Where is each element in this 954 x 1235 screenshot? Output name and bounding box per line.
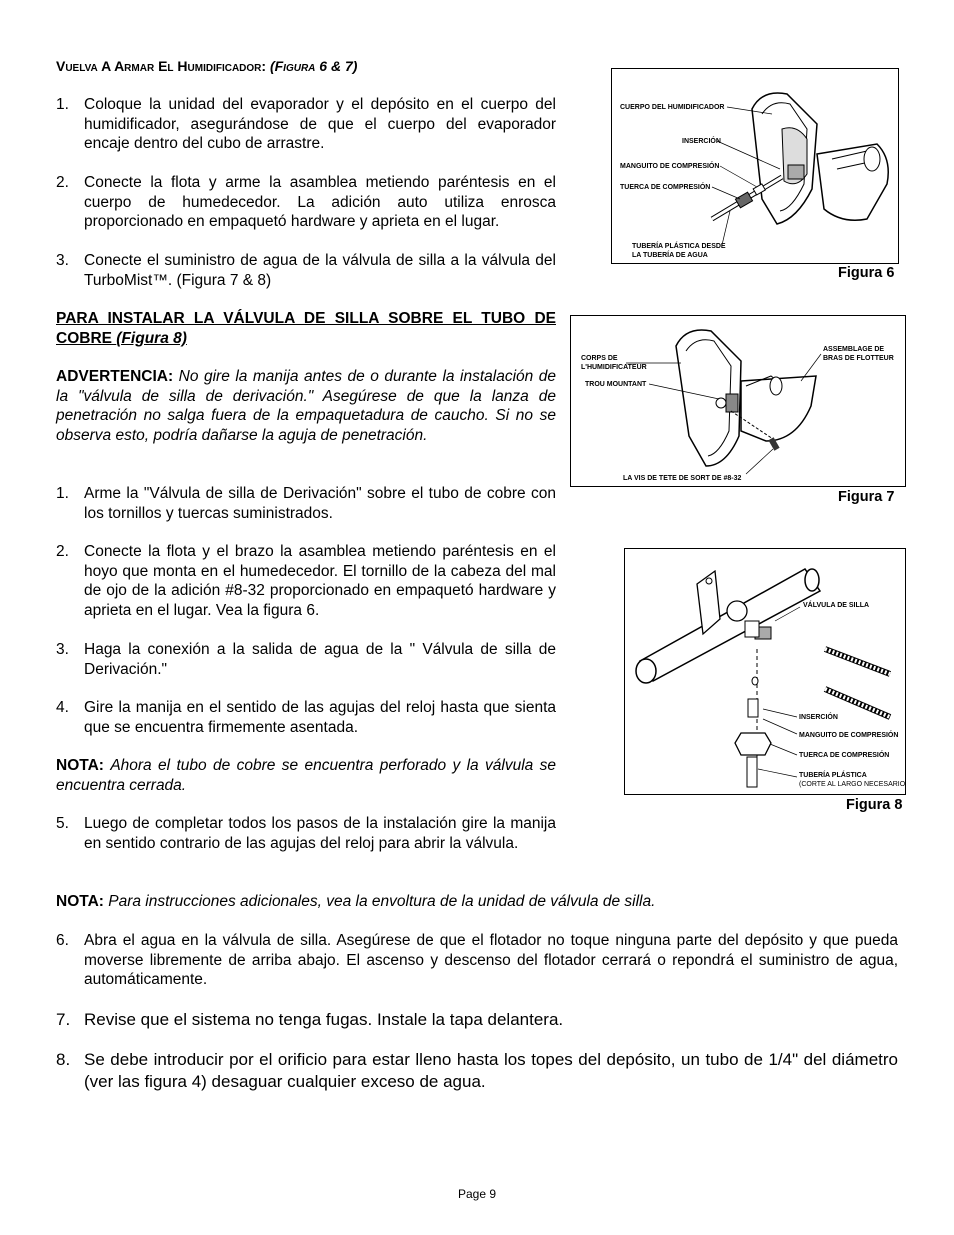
figure-7-drawing (571, 316, 905, 486)
section1-heading (56, 58, 357, 74)
fig8-label: TUERCA DE COMPRESIÓN (799, 752, 890, 759)
list-item-text: Gire la manija en el sentido de las agujas del reloj hasta que sienta que se encuentra firmemente asentada. (84, 699, 556, 736)
section1-heading-text: Vuelva A Armar El Humidificador: (56, 58, 267, 74)
note-label: NOTA: (56, 757, 104, 774)
list-item (56, 173, 556, 233)
fig6-label: INSERCIÓN (682, 138, 721, 145)
list-item (56, 484, 556, 524)
section2-heading-text: PARA INSTALAR LA VÁLVULA DE SILLA SOBRE EL TUBO DE COBRE (56, 310, 556, 347)
list-item-text: Arme la "Válvula de silla de Derivación" sobre el tubo de cobre con los tornillos y tuercas suministrados. (84, 485, 556, 522)
list-item (56, 542, 556, 622)
note2-label: NOTA: (56, 893, 104, 910)
fig7-label: CORPS DE (581, 355, 618, 362)
fig6-label: TUBERÍA PLÁSTICA DESDE (632, 243, 726, 250)
fig7-label: BRAS DE FLOTTEUR (823, 355, 894, 362)
list-item-text: Conecte la flota y el brazo la asamblea metiendo paréntesis en el hoyo que monta en el humedecedor. El tornillo de la cabeza del mal de ojo de la adición #8-32 proporcionado en empaquetó hardware y aprieta en el lugar. Vea la figura 6. (84, 543, 556, 619)
list-item-text: Haga la conexión a la salida de agua de la " Válvula de silla de Derivación." (84, 641, 556, 678)
list-item-number: 1. (56, 485, 69, 502)
list-item (56, 1009, 898, 1033)
list-item-number: 5. (56, 815, 69, 832)
list-item-text: Conecte la flota y arme la asamblea metiendo paréntesis en el cuerpo de humedecedor. La adición auto utiliza enrosca proporcionado en empaquetó hardware y aprieta en el lugar. (84, 174, 556, 231)
fig6-label: CUERPO DEL HUMIDIFICADOR (620, 104, 725, 111)
fig7-label: L'HUMIDIFICATEUR (581, 364, 647, 371)
fig8-label: INSERCIÓN (799, 714, 838, 721)
warning-paragraph (56, 367, 556, 445)
list-item-number: 3. (56, 641, 69, 658)
list-item-number: 3. (56, 252, 69, 269)
list-item (56, 1049, 898, 1095)
list-item-number: 4. (56, 699, 69, 716)
list-item-number: 2. (56, 174, 69, 191)
list-item-text: Conecte el suministro de agua de la válvula de silla a la válvula del TurboMist™. (Figura 7 & 8) (84, 252, 556, 289)
list-item-number: 8. (56, 1050, 71, 1069)
note2-paragraph (56, 892, 898, 912)
fig6-label: MANGUITO DE COMPRESIÓN (620, 163, 720, 170)
figure-7-caption: Figura 7 (838, 489, 895, 505)
figure-6-caption: Figura 6 (838, 265, 895, 281)
figure-8-caption: Figura 8 (846, 797, 903, 813)
list-item (56, 251, 556, 291)
warning-label: ADVERTENCIA: (56, 368, 174, 385)
list-item-number: 1. (56, 96, 69, 113)
warning-text: No gire la manija antes de o durante la instalación de la "válvula de silla de derivación." Asegúrese de que la lanza de penetración no salga fuera de la empaquetadura de caucho. Si no se observa esto, podría dañarse la aguja de penetración. (56, 368, 556, 444)
figure-7 (570, 315, 906, 487)
list-item-text: Coloque la unidad del evaporador y el depósito en el cuerpo del humidificador, asegurándose de que el cuerpo del evaporador encaje dentro del cubo de arrastre. (84, 96, 556, 153)
section2-heading (56, 309, 556, 348)
list-item-number: 6. (56, 932, 69, 949)
note-paragraph (56, 756, 556, 795)
list-item (56, 698, 556, 738)
list-item (56, 931, 898, 991)
fig8-label: TUBERÍA PLÁSTICA (799, 772, 867, 779)
figure-6-drawing (612, 69, 898, 263)
fig7-label: ASSEMBLAGE DE (823, 346, 885, 353)
fig8-label: VÁLVULA DE SILLA (803, 602, 870, 609)
list-item-number: 2. (56, 543, 69, 560)
fig7-label: LA VIS DE TETE DE SORT DE #8-32 (623, 475, 742, 482)
list-item (56, 95, 556, 155)
fig7-label: TROU MOUNTANT (585, 381, 647, 388)
list-item (56, 640, 556, 680)
list-item-text: Revise que el sistema no tenga fugas. Instale la tapa delantera. (84, 1010, 564, 1029)
note-text: Ahora el tubo de cobre se encuentra perforado y la válvula se encuentra cerrada. (56, 757, 556, 794)
section2-heading-ref: (Figura 8) (116, 329, 187, 347)
fig6-label: TUERCA DE COMPRESIÓN (620, 184, 711, 191)
figure-8 (624, 548, 906, 795)
list-item-text: Luego de completar todos los pasos de la instalación gire la manija en sentido contrario de las agujas del reloj para abrir la válvula. (84, 815, 556, 852)
fig8-label: (CORTE AL LARGO NECESARIO) (799, 781, 905, 788)
figure-8-drawing (625, 549, 905, 794)
page-number: Page 9 (457, 1187, 497, 1201)
figure-6 (611, 68, 899, 264)
section1-heading-ref: (Figura 6 & 7) (269, 58, 358, 74)
list-item-number: 7. (56, 1010, 71, 1029)
note2-text: Para instrucciones adicionales, vea la envoltura de la unidad de válvula de silla. (108, 893, 656, 910)
list-item-text: Se debe introducir por el orificio para estar lleno hasta los topes del depósito, un tubo de 1/4" del diámetro (ver las figura 4) desaguar cualquier exceso de agua. (84, 1050, 898, 1091)
fig6-label: LA TUBERÍA DE AGUA (632, 252, 708, 259)
list-item (56, 814, 556, 874)
fig8-label: MANGUITO DE COMPRESIÓN (799, 732, 899, 739)
list-item-text: Abra el agua en la válvula de silla. Asegúrese de que el flotador no toque ninguna parte del depósito y que pueda moverse libremente de arriba abajo. El ascenso y descenso del flotador cerrará o repondrá el suministro de agua, automáticamente. (84, 932, 898, 989)
